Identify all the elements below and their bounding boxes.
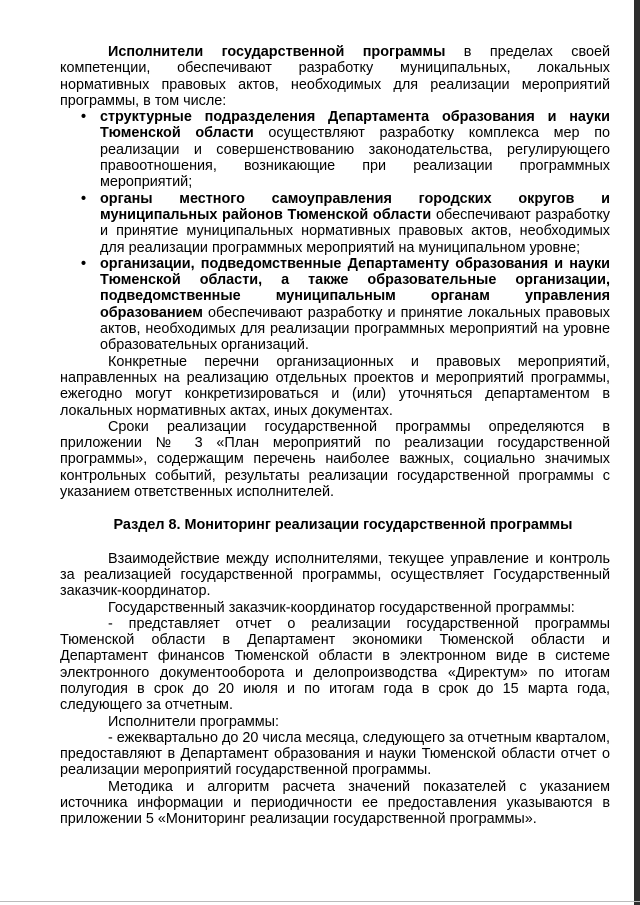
paragraph-executors: Исполнители программы: (108, 713, 279, 730)
list-item-bold: структурные подразделения Департамента образования и науки Тюменской области (100, 109, 610, 142)
section-heading: Раздел 8. Мониторинг реализации государственной программы (113, 517, 573, 534)
paragraph-terms: Сроки реализации государственной программы определяются в приложении № 3 «План мероприятий по реализации государственной программы», содержащим перечень наиболее важных, социально значимых контрольных событий, результаты реализации государственной программы с указанием ответственных исполнителей. (60, 418, 610, 501)
bullet-icon: • (81, 190, 87, 207)
list-item-text: обеспечивают разработку и принятие локальных правовых актов, необходимых для реализации программных мероприятий на уровне образовательных организаций. (100, 304, 610, 354)
scan-bottom-line (0, 901, 640, 902)
bullet-icon: • (81, 109, 87, 126)
intro-paragraph (60, 44, 610, 109)
paragraph-customer: Государственный заказчик-координатор государственной программы: (108, 599, 575, 616)
paragraph-specific-lists: Конкретные перечни организационных и правовых мероприятий, направленных на реализацию отдельных проектов и мероприятий программы, ежегодно могут конкретизироваться и (или) уточняться департаментом в локальных нормативных актах, иных документах. (60, 353, 610, 419)
list-item-text: осуществляют разработку комплекса мер по реализации и совершенствованию законодательства, регулирующего правоотношения, возникающие при реализации программных мероприятий; (100, 125, 611, 191)
bullet-list (60, 109, 610, 353)
intro-bold: Исполнители государственной программы (108, 44, 446, 60)
intro-text: в пределах своей компетенции, обеспечивают разработку муниципальных, локальных нормативных правовых актов, необходимых для реализации мероприятий программы, в том числе: (60, 44, 610, 109)
list-item (60, 109, 610, 190)
paragraph-interaction: Взаимодействие между исполнителями, текущее управление и контроль за реализацией государственной программы, осуществляет Государственный заказчик-координатор. (60, 550, 610, 600)
scan-edge (634, 0, 640, 905)
list-item-text: обеспечивают разработку и принятие муниципальных нормативных правовых актов, необходимых для реализации программных мероприятий на муниципальном уровне; (100, 206, 610, 256)
document-page (60, 44, 610, 828)
bullet-icon: • (81, 255, 87, 272)
paragraph-executors-item: - ежеквартально до 20 числа месяца, следующего за отчетным кварталом, предоставляют в Департамент образования и науки Тюменской области отчет о реализации мероприятий государственной программы. (60, 729, 610, 779)
paragraph-customer-item: - представляет отчет о реализации государственной программы Тюменской области в Департамент экономики Тюменской области и Департамент финансов Тюменской области в электронном виде в системе электронного документооборота и делопроизводства «Директум» по итогам полугодия в срок до 20 июля и по итогам года в срок до 15 марта года, следующего за отчетным. (60, 615, 610, 714)
list-item-bold: организации, подведомственные Департаменту образования и науки Тюменской области, а также образовательные организации, подведомственные муниципальным органам управления образованием (100, 255, 610, 321)
list-item (60, 191, 610, 256)
list-item (60, 256, 610, 354)
paragraph-method: Методика и алгоритм расчета значений показателей с указанием источника информации и периодичности ее предоставления указываются в приложении 5 «Мониторинг реализации государственной программы». (60, 778, 610, 828)
list-item-bold: органы местного самоуправления городских округов и муниципальных районов Тюменской области (100, 190, 610, 223)
